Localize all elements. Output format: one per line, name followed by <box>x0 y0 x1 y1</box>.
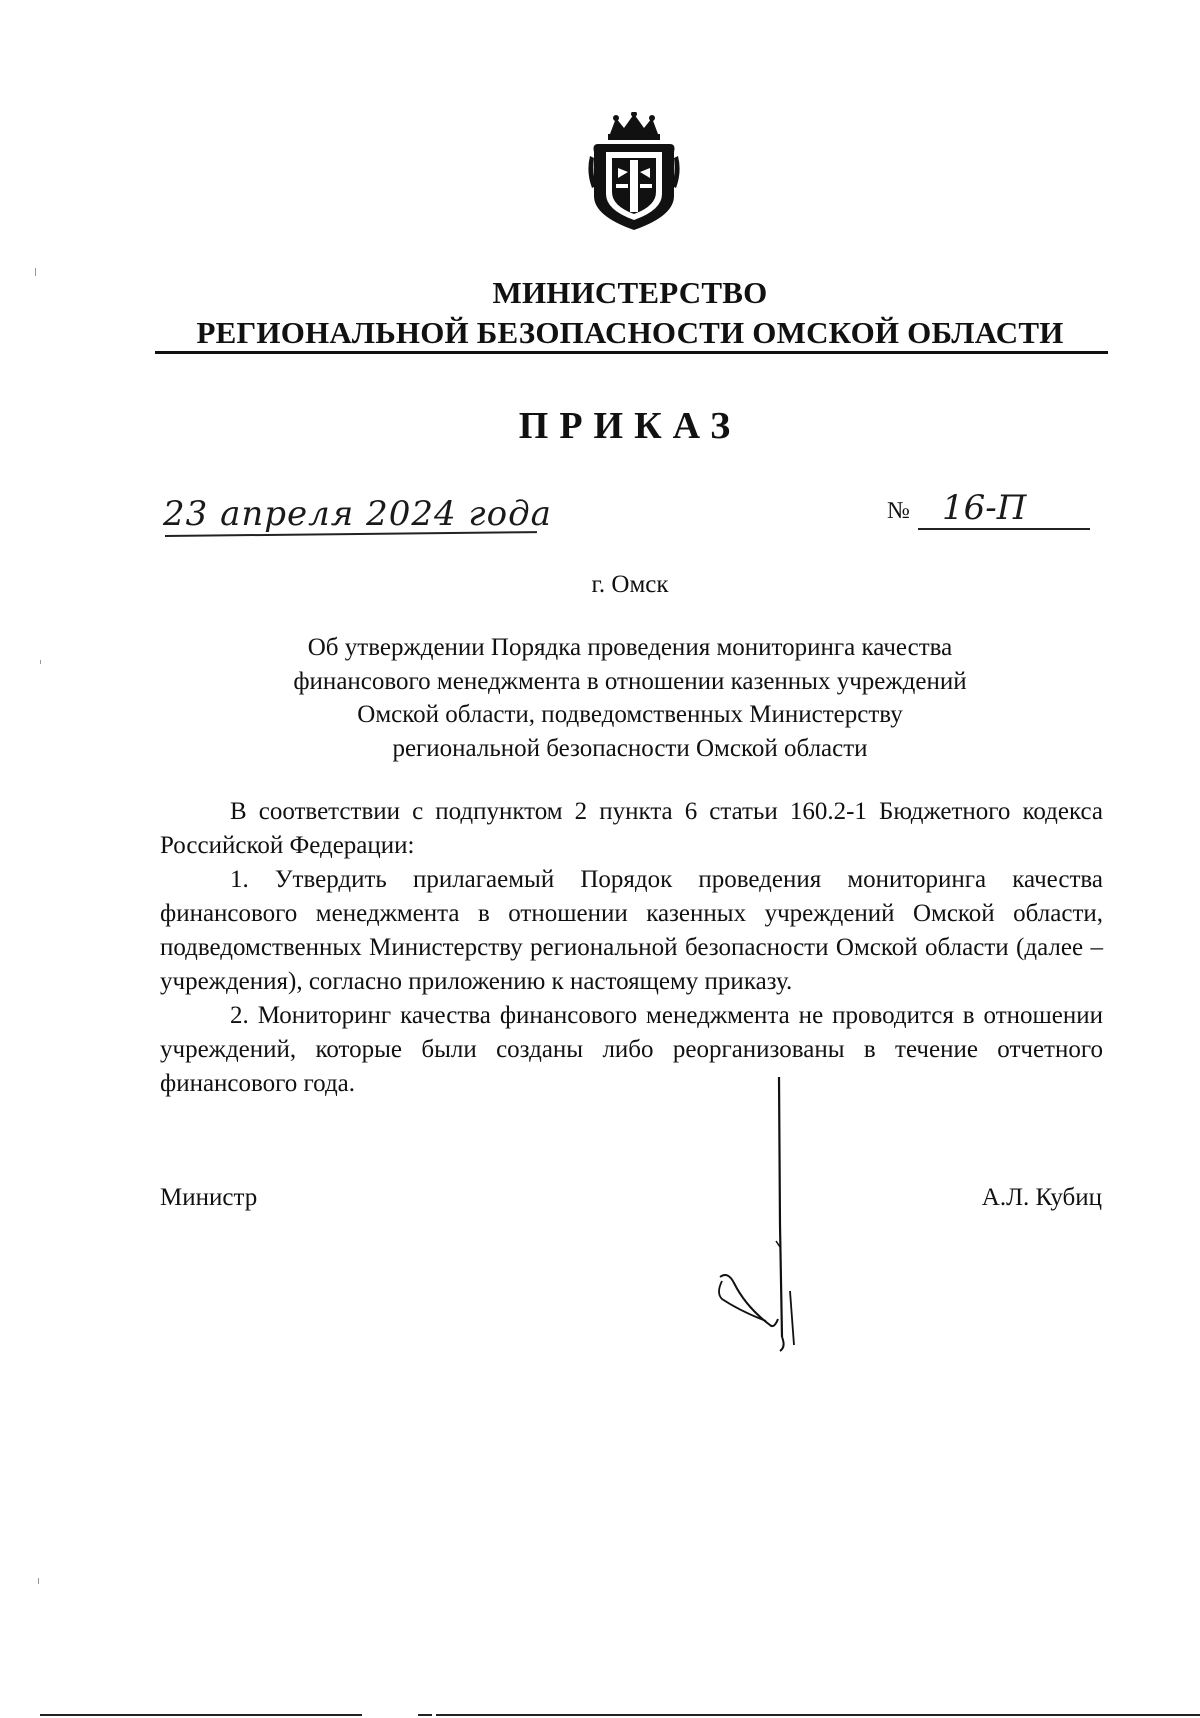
scan-mark <box>38 1578 39 1584</box>
document-type-title: ПРИКАЗ <box>518 405 742 447</box>
ministry-name-line1: МИНИСТЕРСТВО <box>492 275 768 310</box>
subject-line: финансового менеджмента в отношении казенных учреждений <box>293 667 967 695</box>
signatory-title: Министр <box>160 1184 258 1211</box>
ministry-name-line2: РЕГИОНАЛЬНОЙ БЕЗОПАСНОСТИ ОМСКОЙ ОБЛАСТИ <box>196 315 1064 350</box>
handwritten-number: 16-П <box>942 488 1027 528</box>
scan-edge-line <box>436 1714 1200 1716</box>
scan-edge-line <box>40 1714 362 1716</box>
scan-edge-line <box>418 1714 432 1716</box>
subject-block <box>150 631 1110 765</box>
subject-line: региональной безопасности Омской области <box>392 734 868 762</box>
body-paragraph: 1. Утвердить прилагаемый Порядок проведения мониторинга качества финансового менеджмента в отношении казенных учреждений Омской области, подведомственных Министерству региональной безопасности Омской области (далее – учреждения), согласно приложению к настоящему приказу. <box>160 866 1103 995</box>
handwritten-signature-icon <box>700 1075 820 1365</box>
city-line: г. Омск <box>591 571 669 598</box>
coat-of-arms-icon <box>588 112 680 234</box>
scan-mark <box>40 660 41 664</box>
subject-line: Об утверждении Порядка проведения мониторинга качества <box>307 634 953 661</box>
subject-line: Омской области, подведомственных Министерству <box>357 701 903 728</box>
document-body <box>160 795 1103 1101</box>
signatory-name: А.Л. Кубиц <box>981 1184 1102 1211</box>
body-paragraph: 2. Мониторинг качества финансового менеджмента не проводится в отношении учреждений, которые были созданы либо реорганизованы в течение отчетного финансового года. <box>160 1002 1103 1097</box>
body-paragraph: В соответствии с подпунктом 2 пункта 6 статьи 160.2-1 Бюджетного кодекса Российской Федерации: <box>160 798 1103 859</box>
number-label: № <box>887 498 910 524</box>
handwritten-date: 23 апреля 2024 года <box>163 494 552 534</box>
number-underline <box>918 528 1090 530</box>
scan-mark <box>35 268 36 276</box>
header-divider <box>155 351 1108 354</box>
